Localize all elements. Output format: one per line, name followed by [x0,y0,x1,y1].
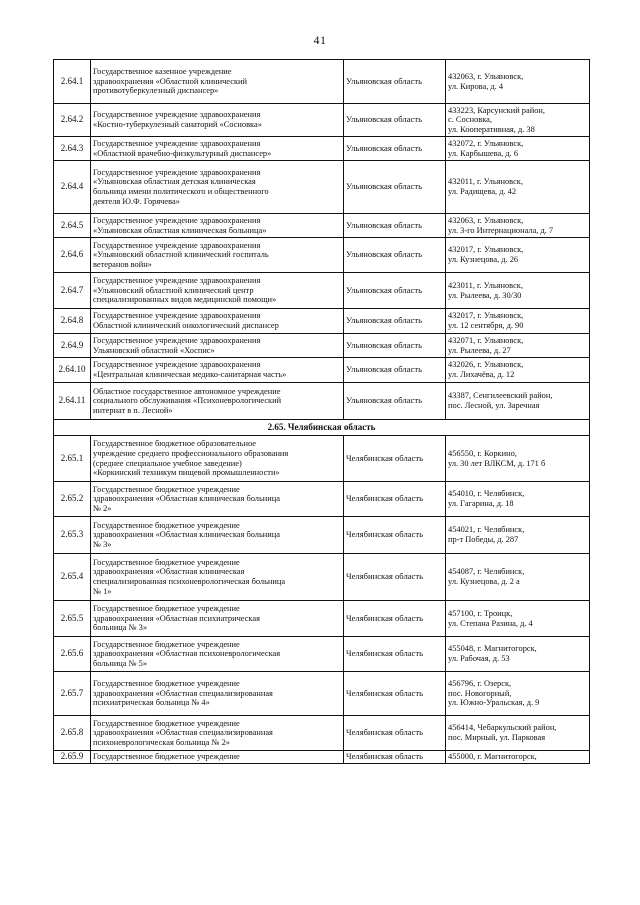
institution-name [91,751,344,764]
table-row [54,309,590,334]
institution-name-line: больница № 5» [93,658,148,668]
institution-name-line: Областное государственное автономное учреждение [93,386,281,396]
institution-name-line: Государственное бюджетное учреждение [93,639,240,649]
region: Ульяновская область [344,383,446,420]
institution-name-line: здравоохранения «Областная психиатрическая [93,613,260,623]
table-row [54,601,590,637]
section-header [54,420,590,436]
row-number: 2.65.8 [54,716,91,751]
table-row [54,161,590,214]
table-row [54,358,590,383]
institution-name-line: «Центральная клиническая медико-санитарная часть» [93,370,287,379]
address [446,601,590,637]
table-row [54,482,590,517]
institution-name-line: Ульяновский областной «Хоспис» [93,345,215,355]
row-number: 2.64.11 [54,383,91,420]
region: Ульяновская область [344,273,446,309]
table-row [54,214,590,238]
address [446,334,590,358]
table-row [54,273,590,309]
institution-name-line: деятеля Ю.Ф. Горячева» [93,196,180,206]
address [446,358,590,383]
table-row [54,716,590,751]
institution-name-line: здравоохранения «Областная клиническая [93,567,245,577]
institution-name-line: Государственное бюджетное учреждение [93,718,240,728]
row-number: 2.65.6 [54,637,91,672]
institution-name-line: Государственное бюджетное учреждение [93,679,240,689]
address-line: ул. Радищева, д. 42 [448,187,517,196]
institution-name-line: Государственное бюджетное учреждение [93,520,240,530]
institution-name-line: «Коркинский техникум пищевой промышленности» [93,468,280,478]
address [446,383,590,420]
region: Челябинская область [344,637,446,672]
table-row [54,334,590,358]
institution-name-line: Государственное учреждение здравоохранения [93,110,261,120]
address-line: 454087, г. Челябинск, [448,567,525,577]
table-body [54,60,590,764]
address-line: пос. Мирный, ул. Парковая [448,733,546,742]
region: Ульяновская область [344,161,446,214]
institution-name-line: учреждение среднего профессионального образования [93,448,289,458]
address-line: 455048, г. Магнитогорск, [448,644,537,654]
institution-name [91,238,344,273]
region: Челябинская область [344,517,446,554]
address [446,482,590,517]
institution-name-line: здравоохранения «Областной клинический [93,76,247,86]
row-number: 2.64.9 [54,334,91,358]
institution-name-line: специализированная психоневрологическая больница [93,577,286,586]
address-line: 43387, Сенгилеевский район, [448,391,553,401]
table-row [54,104,590,137]
institution-name-line: № 1» [93,586,112,596]
address-line: 432063, г. Ульяновск, [448,71,524,81]
address [446,309,590,334]
address-line: ул. Рылеева, д. 30/30 [448,290,522,300]
institution-name-line: № 3» [93,539,112,549]
address-line: 432072, г. Ульяновск, [448,138,524,148]
institution-name-line: Государственное бюджетное учреждение [93,752,240,761]
address-line: ул. Лихачёва, д. 12 [448,370,515,379]
institution-name [91,517,344,554]
address-line: 432011, г. Ульяновск, [448,177,523,187]
row-number: 2.65.9 [54,751,91,764]
institution-name [91,309,344,334]
institution-name-line: (среднее специальное учебное заведение) [93,458,242,468]
institution-name [91,637,344,672]
institution-name-line: «Ульяновская областная детская клиническая [93,177,256,187]
institution-name-line: Государственное учреждение здравоохранения [93,335,261,345]
address [446,751,590,764]
institution-name-line: психиатрическая больница № 4» [93,698,210,708]
institution-name [91,137,344,161]
row-number: 2.64.7 [54,273,91,309]
table-row [54,383,590,420]
address-line: пр-т Победы, д. 287 [448,535,519,544]
institution-name [91,554,344,601]
institution-name-line: № 2» [93,503,112,513]
address-line: ул. Рабочая, д. 53 [448,654,510,663]
address-line: ул. 30 лет ВЛКСМ, д. 171 б [448,458,546,468]
row-number: 2.64.4 [54,161,91,214]
region: Ульяновская область [344,238,446,273]
institution-name [91,482,344,517]
address-line: 423011, г. Ульяновск, [448,280,523,290]
institution-name [91,60,344,104]
address-line: ул. Гагарина, д. 18 [448,499,514,508]
address-line: ул. Южно-Уральская, д. 9 [448,698,540,708]
address-line: ул. Карбышева, д. 6 [448,148,519,158]
institution-name-line: «Ульяновский областной клинический госпиталь [93,250,269,260]
table-row [54,436,590,482]
address-line: 457100, г. Троицк, [448,608,513,618]
institution-name-line: «Областной врачебно-физкультурный диспансер» [93,148,272,158]
region: Ульяновская область [344,104,446,137]
institution-name-line: Государственное бюджетное учреждение [93,557,240,567]
institution-name-line: интернат в п. Лесной» [93,405,173,415]
table-row [54,238,590,273]
row-number: 2.64.10 [54,358,91,383]
institution-name-line: Областной клинический онкологический диспансер [93,321,279,330]
address-line: 432071, г. Ульяновск, [448,335,524,345]
institution-name [91,601,344,637]
row-number: 2.65.3 [54,517,91,554]
institution-name-line: Государственное учреждение здравоохранения [93,138,261,148]
institution-name [91,716,344,751]
address-line: ул. Кирова, д. 4 [448,81,504,91]
page-number: 41 [313,33,327,47]
table-row [54,751,590,764]
institution-name [91,161,344,214]
institution-name-line: Государственное учреждение здравоохранения [93,311,261,321]
table-row [54,672,590,716]
address [446,637,590,672]
institution-name [91,672,344,716]
row-number: 2.65.2 [54,482,91,517]
region: Челябинская область [344,601,446,637]
institutions-table [53,59,590,764]
address-line: 456796, г. Озерск, [448,679,512,689]
institution-name-line: Государственное бюджетное учреждение [93,484,240,494]
address-line: 454010, г. Челябинск, [448,489,525,499]
institution-name-line: здравоохранения «Областная специализированная [93,728,273,738]
institution-name-line: «Костно-туберкулезный санаторий «Сосновка» [93,120,262,129]
institution-name [91,104,344,137]
institution-name-line: Государственное казенное учреждение [93,67,232,77]
address-line: 433223, Карсунский район, [448,105,545,115]
row-number: 2.65.4 [54,554,91,601]
address-line: пос. Лесной, ул. Заречная [448,401,540,410]
institution-name-line: здравоохранения «Областная психоневрологическая [93,649,281,659]
region: Челябинская область [344,436,446,482]
region: Ульяновская область [344,214,446,238]
institution-name-line: Государственное учреждение здравоохранения [93,167,261,177]
address [446,137,590,161]
institution-name-line: Государственное учреждение здравоохранения [93,360,261,370]
institution-name-line: противотуберкулезный диспансер» [93,86,219,96]
institution-name-line: «Ульяновская областная клиническая больница» [93,225,267,235]
region: Ульяновская область [344,309,446,334]
address-line: пос. Новогорный, [448,688,512,698]
institution-name [91,358,344,383]
address-line: 432017, г. Ульяновск, [448,311,524,321]
address [446,238,590,273]
institution-name-line: здравоохранения «Областная клиническая больница [93,530,280,540]
region: Челябинская область [344,716,446,751]
address-line: 432063, г. Ульяновск, [448,215,524,225]
table-row [54,637,590,672]
row-number: 2.65.5 [54,601,91,637]
institution-name-line: здравоохранения «Областная специализированная [93,688,273,698]
institution-name-line: больница имени политического и общественного [93,187,269,196]
section-title: 2.65. Челябинская область [54,420,590,436]
address [446,716,590,751]
address-line: 432026, г. Ульяновск, [448,360,524,370]
institution-name-line: Государственное учреждение здравоохранения [93,276,261,286]
address-line: ул. 3-го Интернационала, д. 7 [448,225,554,235]
address-line: 454021, г. Челябинск, [448,525,525,535]
row-number: 2.64.1 [54,60,91,104]
address-line: 432017, г. Ульяновск, [448,245,524,255]
row-number: 2.64.2 [54,104,91,137]
row-number: 2.64.3 [54,137,91,161]
region: Челябинская область [344,672,446,716]
address-line: ул. Кооперативная, д. 38 [448,124,535,134]
region: Челябинская область [344,482,446,517]
row-number: 2.65.7 [54,672,91,716]
address [446,60,590,104]
institution-name-line: «Ульяновский областной клинический центр [93,285,254,295]
institution-name-line: психоневрологическая больница № 2» [93,737,230,747]
institution-name [91,383,344,420]
address-line: 455000, г. Магнитогорск, [448,752,537,761]
institution-name-line: Государственное бюджетное образовательное [93,439,256,449]
region: Ульяновская область [344,334,446,358]
institution-name-line: больница № 3» [93,623,148,633]
address [446,517,590,554]
institution-name-line: Государственное учреждение здравоохранения [93,240,261,250]
address-line: ул. Кузнецова, д. 26 [448,255,519,264]
row-number: 2.65.1 [54,436,91,482]
address [446,161,590,214]
address-line: 456414, Чебаркульский район, [448,723,557,733]
address-line: ул. Кузнецова, д. 2 а [448,577,520,586]
institution-name-line: Государственное учреждение здравоохранения [93,215,261,225]
region: Ульяновская область [344,60,446,104]
address [446,436,590,482]
region: Ульяновская область [344,137,446,161]
table-row [54,137,590,161]
table-row [54,554,590,601]
row-number: 2.64.6 [54,238,91,273]
address-line: ул. Степана Разина, д. 4 [448,618,533,628]
institution-name-line: социального обслуживания «Психоневрологический [93,396,282,406]
institution-name [91,436,344,482]
address-line: 456550, г. Коркино, [448,448,517,458]
institution-name [91,334,344,358]
institution-name [91,273,344,309]
address-line: ул. 12 сентября, д. 90 [448,321,524,330]
institution-name [91,214,344,238]
institution-name-line: Государственное бюджетное учреждение [93,604,240,614]
address [446,554,590,601]
address-line: ул. Рылеева, д. 27 [448,345,511,355]
address [446,214,590,238]
address [446,104,590,137]
address [446,273,590,309]
institution-name-line: специализированных видов медицинской помощи» [93,295,277,305]
region: Ульяновская область [344,358,446,383]
address-line: с. Сосновка, [448,115,492,125]
region: Челябинская область [344,751,446,764]
row-number: 2.64.5 [54,214,91,238]
row-number: 2.64.8 [54,309,91,334]
table-row [54,517,590,554]
region: Челябинская область [344,554,446,601]
address [446,672,590,716]
institution-name-line: ветеранов войн» [93,259,152,269]
institution-name-line: здравоохранения «Областная клиническая больница [93,494,280,504]
table-row [54,60,590,104]
